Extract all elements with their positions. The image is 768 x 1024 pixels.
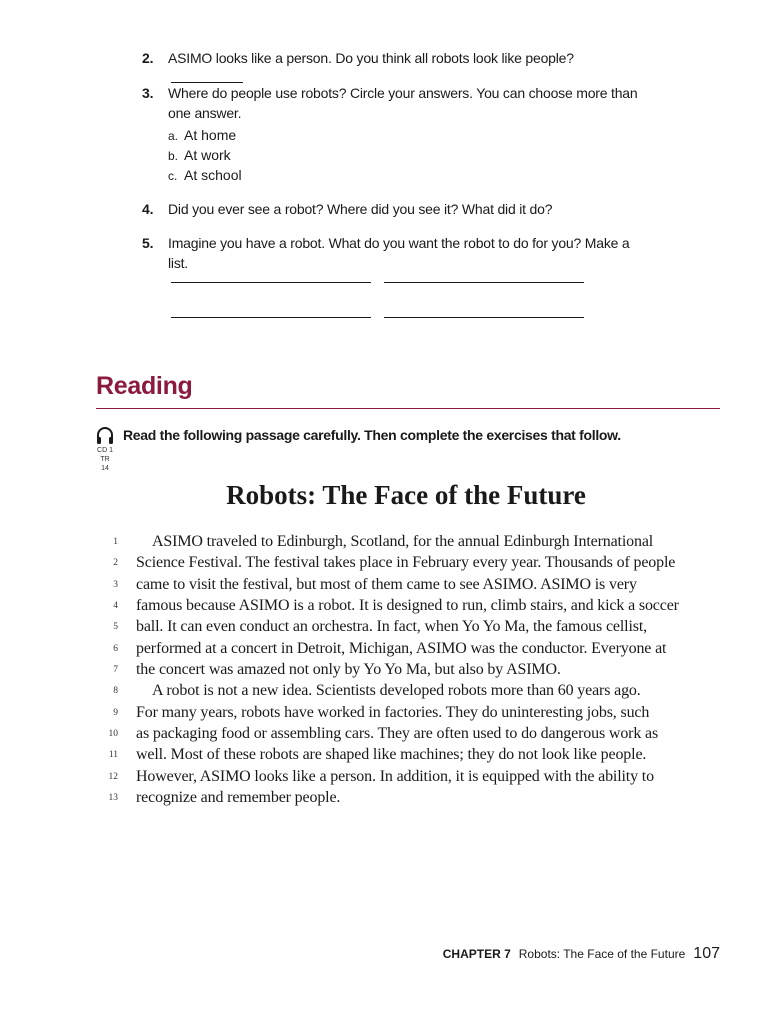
line-number: 10: [108, 729, 118, 739]
section-divider: [96, 408, 720, 409]
line-number: 8: [113, 686, 118, 696]
headphones-icon[interactable]: [95, 426, 115, 446]
footer-title: Robots: The Face of the Future: [518, 947, 686, 961]
instruction-text: Read the following passage carefully. Then complete the exercises that follow.: [123, 427, 621, 443]
line-number: 13: [108, 793, 118, 803]
passage-line: For many years, robots have worked in factories. They do uninteresting jobs, such: [136, 704, 650, 721]
cd-track-label: [96, 446, 114, 473]
line-number: 6: [113, 644, 118, 654]
passage-line: ball. It can even conduct an orchestra. In fact, when Yo Yo Ma, the famous cellist,: [136, 618, 647, 635]
passage-line: well. Most of these robots are shaped like machines; they do not look like people.: [136, 746, 647, 763]
passage-line: A robot is not a new idea. Scientists developed robots more than 60 years ago.: [152, 682, 641, 699]
answer-line[interactable]: [171, 282, 371, 283]
answer-blank[interactable]: [171, 70, 243, 83]
question-number: 4.: [142, 201, 154, 217]
passage-title: Robots: The Face of the Future: [226, 480, 586, 510]
question-text: Where do people use robots? Circle your answers. You can choose more than one answer.: [168, 85, 638, 121]
line-number: 1: [113, 537, 118, 547]
passage-line: as packaging food or assembling cars. They are often used to do dangerous work as: [136, 725, 659, 742]
question-number: 2.: [142, 50, 154, 66]
option-a[interactable]: [168, 125, 236, 146]
line-number: 7: [113, 665, 118, 675]
passage-line: Science Festival. The festival takes place in February every year. Thousands of people: [136, 554, 676, 571]
passage-line: came to visit the festival, but most of them came to see ASIMO. ASIMO is very: [136, 576, 637, 593]
option-b[interactable]: [168, 145, 231, 166]
footer-chapter: CHAPTER 7: [442, 947, 511, 961]
passage-line: recognize and remember people.: [136, 789, 341, 806]
question-text: ASIMO looks like a person. Do you think all robots look like people?: [168, 50, 574, 66]
passage-line: ASIMO traveled to Edinburgh, Scotland, for the annual Edinburgh International: [152, 533, 654, 550]
option-letter: c.: [168, 169, 178, 183]
question-number: 5.: [142, 235, 154, 251]
option-text: At home: [184, 127, 237, 143]
line-number: 12: [108, 772, 118, 782]
passage-line: performed at a concert in Detroit, Michigan, ASIMO was the conductor. Everyone at: [136, 640, 667, 657]
answer-line[interactable]: [171, 317, 371, 318]
question-text: Imagine you have a robot. What do you want the robot to do for you? Make a list.: [168, 235, 630, 271]
option-letter: a.: [168, 129, 179, 143]
option-text: At school: [184, 167, 242, 183]
cd-label: CD 1: [97, 447, 113, 454]
line-number: 4: [113, 601, 118, 611]
section-title: Reading: [96, 372, 193, 400]
passage-line: famous because ASIMO is a robot. It is designed to run, climb stairs, and kick a soccer: [136, 597, 679, 614]
track-label: TR 14: [100, 456, 110, 472]
line-number: 9: [113, 708, 118, 718]
passage-line: the concert was amazed not only by Yo Yo Ma, but also by ASIMO.: [136, 661, 561, 678]
question-number: 3.: [142, 85, 154, 101]
page-number: 107: [693, 945, 720, 962]
line-number: 3: [113, 580, 118, 590]
option-text: At work: [184, 147, 231, 163]
option-c[interactable]: [168, 165, 242, 186]
line-number: 2: [113, 558, 118, 568]
page-footer: [443, 945, 720, 963]
answer-line[interactable]: [384, 317, 584, 318]
passage-line: However, ASIMO looks like a person. In addition, it is equipped with the ability to: [136, 768, 654, 785]
question-text: Did you ever see a robot? Where did you see it? What did it do?: [168, 201, 553, 217]
option-letter: b.: [168, 149, 179, 163]
answer-line[interactable]: [384, 282, 584, 283]
line-number: 5: [113, 622, 118, 632]
line-number: 11: [108, 750, 118, 760]
